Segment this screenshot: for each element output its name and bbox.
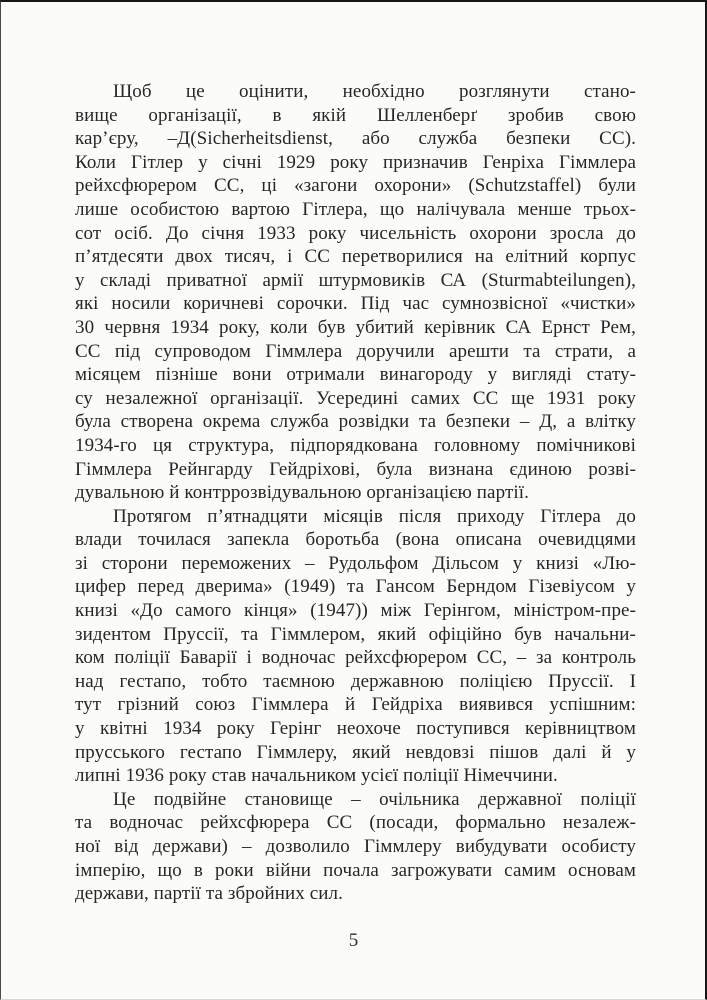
body-text — [75, 80, 636, 906]
text-line: Це подвійне становище – очільника державної поліції — [113, 788, 636, 810]
text-line: вище організації, в якій Шелленберґ зробив свою — [75, 104, 636, 126]
text-line: які носили коричневі сорочки. Під час сумнозвісної «чистки» — [75, 293, 636, 315]
text-line: була створена окрема служба розвідки та безпеки – Д, а влітку — [75, 411, 636, 433]
paragraph — [75, 505, 636, 788]
text-line: ної від держави) – дозволило Гіммлеру вибудувати особисту — [75, 836, 636, 857]
paragraph — [75, 80, 636, 505]
text-line: лише особистою вартою Гітлера, що налічувала менше трьох- — [75, 198, 636, 220]
text-line: та водночас рейхсфюрера СС (посади, формально незалеж- — [75, 812, 636, 834]
text-line: липні 1936 року став начальником усієї поліції Німеччини. — [75, 765, 558, 787]
text-line: кар’єру, –Д(Sicherheitsdienst, або служба безпеки СС). — [75, 128, 636, 150]
text-line: влади точилася запекла боротьба (вона описана очевидцями — [75, 529, 636, 551]
text-line: 30 червня 1934 року, коли був убитий керівник СА Ернст Рем, — [75, 316, 636, 338]
text-line: зидентом Пруссії, та Гіммлером, який офіційно був начальни- — [75, 623, 636, 645]
text-line: місяцем пізніше вони отримали винагороду у вигляді стату- — [75, 364, 636, 386]
page-number: 5 — [348, 930, 359, 951]
text-line: цифер перед дверима» (1949) та Гансом Берндом Гізевіусом у — [75, 576, 636, 598]
text-line: держави, партії та збройних сил. — [75, 883, 343, 905]
paragraph — [75, 788, 636, 906]
text-line: рейхсфюрером СС, ці «загони охорони» (Schutzstaffel) були — [75, 175, 636, 197]
text-line: су незалежної організації. Усередині самих СС ще 1931 року — [75, 387, 636, 409]
text-line: дувальною й контррозвідувальною організацією партії. — [75, 482, 529, 504]
text-line: Щоб це оцінити, необхідно розглянути стано- — [113, 81, 636, 102]
text-line: у складі приватної армії штурмовиків СА (Sturmabteilungen), — [75, 269, 636, 291]
text-line: прусського гестапо Гіммлеру, який невдовзі пішов далі й у — [75, 741, 636, 763]
text-line: п’ятдесяти двох тисяч, і СС перетворилися на елітний корпус — [75, 246, 636, 268]
text-line: зі сторони переможених – Рудольфом Дільсом у книзі «Лю- — [75, 552, 636, 574]
text-line: книзі «До самого кінця» (1947)) між Герінгом, міністром-пре- — [75, 600, 636, 622]
text-line: 1934-го ця структура, підпорядкована головному помічникові — [75, 434, 636, 456]
text-line: Коли Гітлер у січні 1929 року призначив Генріха Гіммлера — [75, 151, 636, 173]
text-line: тут грізний союз Гіммлера й Гейдріха виявився успішним: — [75, 694, 636, 716]
text-line: сот осіб. До січня 1933 року чисельність охорони зросла до — [75, 222, 636, 244]
text-line: Протягом п’ятнадцяти місяців після приходу Гітлера до — [113, 505, 636, 527]
text-line: Гіммлера Рейнгарду Гейдріхові, була визнана єдиною розві- — [75, 458, 636, 480]
text-line: ком поліції Баварії і водночас рейхсфюрером СС, – за контроль — [75, 647, 636, 669]
text-line: імперію, що в роки війни почала загрожувати самим основам — [75, 859, 636, 881]
text-line: у квітні 1934 року Герінг неохоче поступився керівництвом — [75, 718, 636, 740]
text-line: СС під супроводом Гіммлера доручили арешти та страти, а — [75, 340, 636, 362]
text-line: над гестапо, тобто таємною державною поліцією Пруссії. І — [75, 670, 636, 692]
